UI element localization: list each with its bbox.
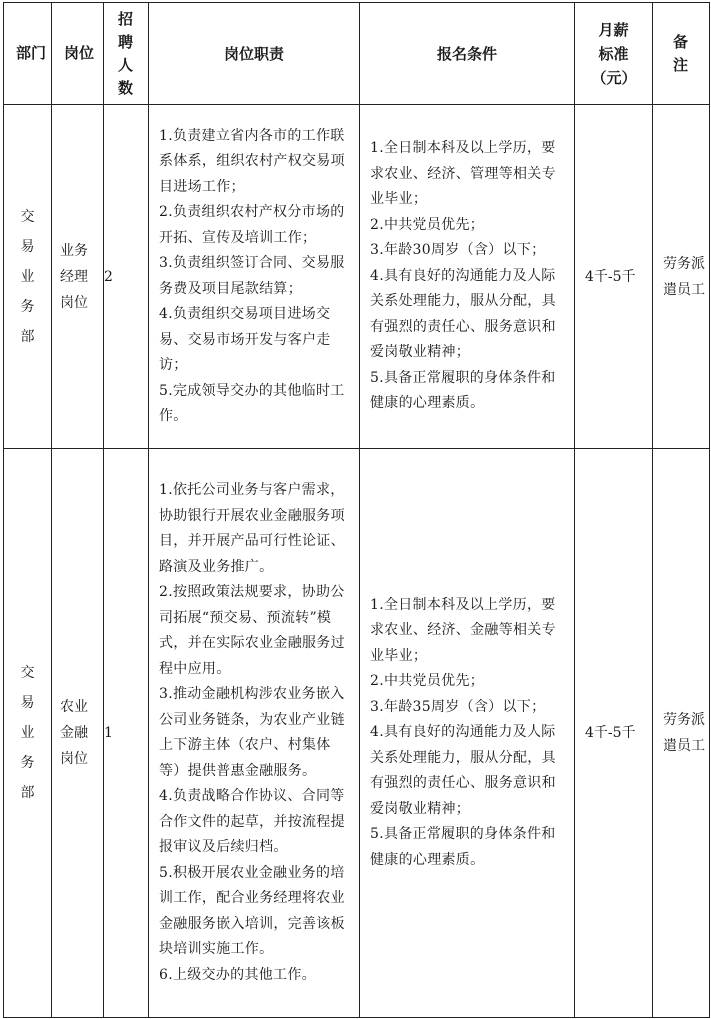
duty-item: 4.负责组织交易项目进场交易、交易市场开发与客户走访； — [159, 306, 331, 373]
duties-cell — [149, 105, 360, 449]
table-row — [4, 449, 710, 1018]
requirement-item: 2.中共党员优先； — [370, 673, 485, 690]
header-duties: 岗位职责 — [149, 3, 360, 105]
recruitment-table — [3, 2, 710, 1018]
duty-item: 6.上级交办的其他工作。 — [159, 966, 316, 983]
duty-item: 3.负责组织签订合同、交易服务费及项目尾款结算； — [159, 255, 345, 297]
dept-cell: 交易业务部 — [4, 449, 52, 1018]
salary-cell: 4千-5千 — [575, 449, 653, 1018]
requirement-item: 4.具有良好的沟通能力及人际关系处理能力，服从分配，具有强烈的责任心、服务意识和爱岗敬业精神； — [370, 267, 556, 361]
salary-cell: 4千-5千 — [575, 105, 653, 449]
header-row — [4, 3, 710, 105]
count-cell: 1 — [104, 449, 149, 1018]
duty-item: 1.负责建立省内各市的工作联系体系，组织农村产权交易项目进场工作； — [159, 127, 345, 195]
duty-item: 1.依托公司业务与客户需求，协助银行开展农业金融服务项目，并开展产品可行性论证、路演及业务推广。 — [159, 482, 345, 575]
note-cell: 劳务派遣员工 — [653, 449, 710, 1018]
count-cell: 2 — [104, 105, 149, 449]
duty-item: 5.积极开展农业金融业务的培训工作，配合业务经理将农业金融服务嵌入培训，完善该板块培训实施工作。 — [159, 864, 345, 957]
requirements-cell — [360, 449, 575, 1018]
requirements-cell — [360, 105, 575, 449]
dept-cell: 交易业务部 — [4, 105, 52, 449]
header-position: 岗位 — [52, 3, 104, 105]
duty-item: 2.负责组织农村产权分市场的开拓、宣传及培训工作； — [159, 204, 345, 246]
requirement-item: 3.年龄35周岁（含）以下； — [370, 698, 546, 715]
requirement-item: 5.具备正常履职的身体条件和健康的心理素质。 — [370, 826, 556, 868]
requirement-item: 2.中共党员优先； — [370, 216, 485, 233]
duty-item: 4.负责战略合作协议、合同等合作文件的起草，并按流程提报审议及后续归档。 — [159, 788, 345, 855]
header-note: 备注 — [653, 3, 710, 105]
requirement-item: 1.全日制本科及以上学历，要求农业、经济、金融等相关专业毕业； — [370, 596, 556, 664]
duty-item: 3.推动金融机构涉农业务嵌入公司业务链条，为农业产业链上下游主体（农户、村集体等）提供普惠金融服务。 — [159, 686, 345, 779]
header-count: 招聘人数 — [104, 3, 149, 105]
duties-cell — [149, 449, 360, 1018]
requirement-item: 4.具有良好的沟通能力及人际关系处理能力，服从分配，具有强烈的责任心、服务意识和爱岗敬业精神； — [370, 724, 556, 817]
position-cell: 业务经理岗位 — [52, 105, 104, 449]
duty-item: 2.按照政策法规要求，协助公司拓展“预交易、预流转”模式，并在实际农业金融服务过程中应用。 — [159, 584, 345, 677]
table-row — [4, 105, 710, 449]
header-salary: 月薪标准（元） — [575, 3, 653, 105]
note-cell: 劳务派遣员工 — [653, 105, 710, 449]
header-dept: 部门 — [4, 3, 52, 105]
header-requirements: 报名条件 — [360, 3, 575, 105]
requirement-item: 5.具备正常履职的身体条件和健康的心理素质。 — [370, 369, 556, 412]
position-cell: 农业金融岗位 — [52, 449, 104, 1018]
requirement-item: 1.全日制本科及以上学历，要求农业、经济、管理等相关专业毕业； — [370, 140, 556, 208]
duty-item: 5.完成领导交办的其他临时工作。 — [159, 382, 345, 424]
requirement-item: 3.年龄30周岁（含）以下； — [370, 242, 546, 259]
